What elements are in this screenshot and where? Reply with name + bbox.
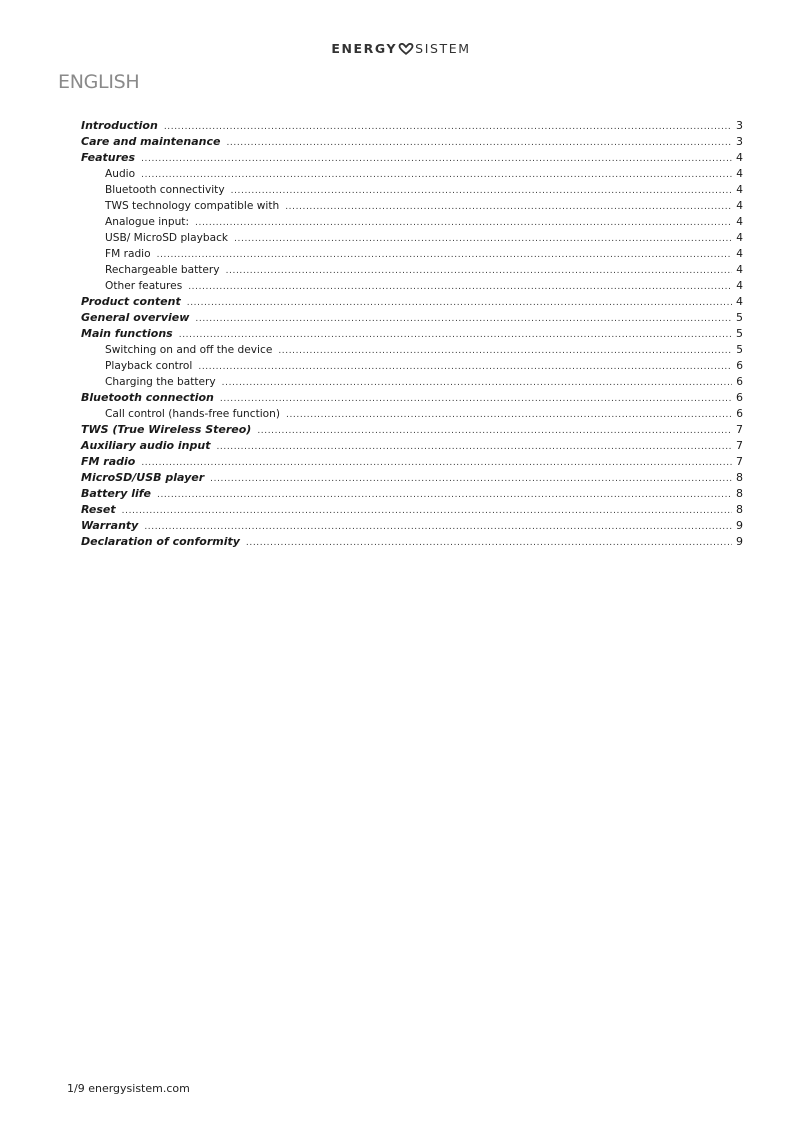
toc-entry-page[interactable]: 5 (736, 327, 743, 340)
toc-entry-label[interactable]: FM radio (105, 248, 151, 260)
toc-entry-page[interactable]: 4 (736, 168, 743, 180)
page-footer: 1/9 energysistem.com (67, 1082, 190, 1095)
dot-leader (187, 295, 732, 311)
toc-entry-page[interactable]: 9 (736, 519, 743, 532)
toc-entry[interactable] (81, 438, 743, 454)
toc-entry-label[interactable]: Product content (81, 295, 181, 308)
toc-entry-label[interactable]: Analogue input: (105, 216, 190, 228)
toc-entry-label[interactable]: Other features (105, 280, 183, 292)
toc-entry-label[interactable]: Warranty (81, 519, 139, 532)
toc-entry[interactable] (81, 422, 743, 438)
toc-entry[interactable] (81, 294, 743, 310)
toc-entry-label[interactable]: Features (81, 151, 136, 164)
dot-leader (285, 199, 732, 215)
dot-leader (157, 487, 732, 503)
toc-entry-page[interactable]: 9 (736, 535, 743, 548)
dot-leader (198, 359, 732, 375)
toc-entry[interactable] (81, 118, 743, 134)
toc-entry[interactable] (81, 150, 743, 166)
toc-entry-label[interactable]: Declaration of conformity (81, 535, 240, 548)
dot-leader (226, 135, 732, 151)
toc-entry-page[interactable]: 4 (736, 248, 743, 260)
dot-leader (179, 327, 732, 343)
toc-entry-page[interactable]: 3 (736, 119, 743, 132)
dot-leader (195, 311, 732, 327)
toc-entry[interactable] (81, 246, 743, 262)
toc-entry-label[interactable]: Audio (105, 168, 136, 180)
toc-entry-label[interactable]: USB/ MicroSD playback (105, 232, 229, 244)
toc-entry-label[interactable]: MicroSD/USB player (81, 471, 205, 484)
dot-leader (220, 391, 732, 407)
dot-leader (234, 231, 732, 247)
toc-entry-label[interactable]: Introduction (81, 119, 158, 132)
dot-leader (286, 407, 732, 423)
toc-entry[interactable] (81, 390, 743, 406)
toc-entry-label[interactable]: Reset (81, 503, 116, 516)
toc-entry[interactable] (81, 326, 743, 342)
toc-entry-page[interactable]: 6 (736, 391, 743, 404)
toc-entry-label[interactable]: Care and maintenance (81, 135, 221, 148)
toc-entry-page[interactable]: 8 (736, 487, 743, 500)
toc-entry-label[interactable]: Call control (hands-free function) (105, 408, 281, 420)
toc-entry-page[interactable]: 5 (736, 311, 743, 324)
toc-entry[interactable] (81, 406, 743, 422)
brand-logo (0, 41, 802, 58)
toc-entry-label[interactable]: Main functions (81, 327, 173, 340)
dot-leader (144, 519, 732, 535)
toc-entry[interactable] (81, 374, 743, 390)
toc-entry[interactable] (81, 358, 743, 374)
toc-entry[interactable] (81, 518, 743, 534)
toc-entry[interactable] (81, 342, 743, 358)
dot-leader (210, 471, 732, 487)
dot-leader (157, 247, 732, 263)
toc-entry-page[interactable]: 5 (736, 344, 743, 356)
logo-text-sistem: SISTEM (415, 41, 471, 56)
dot-leader (257, 423, 732, 439)
toc-entry-page[interactable]: 4 (736, 184, 743, 196)
toc-entry-page[interactable]: 4 (736, 295, 743, 308)
dot-leader (188, 279, 732, 295)
toc-entry[interactable] (81, 534, 743, 550)
toc-entry[interactable] (81, 134, 743, 150)
dot-leader (216, 439, 732, 455)
toc-entry[interactable] (81, 230, 743, 246)
dot-leader (164, 119, 732, 135)
toc-entry-page[interactable]: 8 (736, 503, 743, 516)
toc-entry[interactable] (81, 310, 743, 326)
toc-entry-page[interactable]: 4 (736, 280, 743, 292)
toc-entry[interactable] (81, 502, 743, 518)
dot-leader (122, 503, 732, 519)
dot-leader (246, 535, 732, 551)
dot-leader (195, 215, 732, 231)
toc-entry-label[interactable]: FM radio (81, 455, 136, 468)
toc-entry[interactable] (81, 182, 743, 198)
toc-entry[interactable] (81, 454, 743, 470)
toc-entry[interactable] (81, 198, 743, 214)
toc-entry-page[interactable]: 7 (736, 455, 743, 468)
language-title: ENGLISH (58, 71, 140, 93)
dot-leader (141, 151, 732, 167)
dot-leader (231, 183, 732, 199)
toc-entry-label[interactable]: TWS (True Wireless Stereo) (81, 423, 252, 436)
toc-entry-label[interactable]: Battery life (81, 487, 151, 500)
toc-entry-label[interactable]: General overview (81, 311, 190, 324)
toc-entry-page[interactable]: 6 (736, 376, 743, 388)
dot-leader (141, 455, 732, 471)
toc-entry-page[interactable]: 6 (736, 360, 743, 372)
dot-leader (226, 263, 732, 279)
toc-entry-page[interactable]: 7 (736, 439, 743, 452)
toc-entry-page[interactable]: 8 (736, 471, 743, 484)
dot-leader (278, 343, 732, 359)
logo-text-energy: ENERGY (331, 41, 398, 56)
dot-leader (222, 375, 732, 391)
toc-entry-page[interactable]: 4 (736, 200, 743, 212)
toc-entry[interactable] (81, 214, 743, 230)
toc-entry-label[interactable]: TWS technology compatible with (105, 200, 280, 212)
toc-entry-page[interactable]: 4 (736, 151, 743, 164)
toc-entry-page[interactable]: 4 (736, 232, 743, 244)
toc-entry-page[interactable]: 4 (736, 216, 743, 228)
heart-icon (398, 43, 414, 58)
toc-entry[interactable] (81, 486, 743, 502)
toc-entry-label[interactable]: Charging the battery (105, 376, 216, 388)
dot-leader (141, 167, 732, 183)
toc-entry-label[interactable]: Switching on and off the device (105, 344, 273, 356)
toc-entry-page[interactable]: 4 (736, 264, 743, 276)
toc-entry-label[interactable]: Bluetooth connectivity (105, 184, 225, 196)
toc-entry[interactable] (81, 470, 743, 486)
toc-entry-page[interactable]: 7 (736, 423, 743, 436)
toc-entry-page[interactable]: 6 (736, 408, 743, 420)
toc-entry[interactable] (81, 262, 743, 278)
toc-entry-label[interactable]: Auxiliary audio input (81, 439, 211, 452)
toc-entry-page[interactable]: 3 (736, 135, 743, 148)
toc-entry[interactable] (81, 278, 743, 294)
toc-entry-label[interactable]: Playback control (105, 360, 193, 372)
toc-entry[interactable] (81, 166, 743, 182)
toc-entry-label[interactable]: Bluetooth connection (81, 391, 214, 404)
table-of-contents (81, 118, 743, 550)
toc-entry-label[interactable]: Rechargeable battery (105, 264, 220, 276)
